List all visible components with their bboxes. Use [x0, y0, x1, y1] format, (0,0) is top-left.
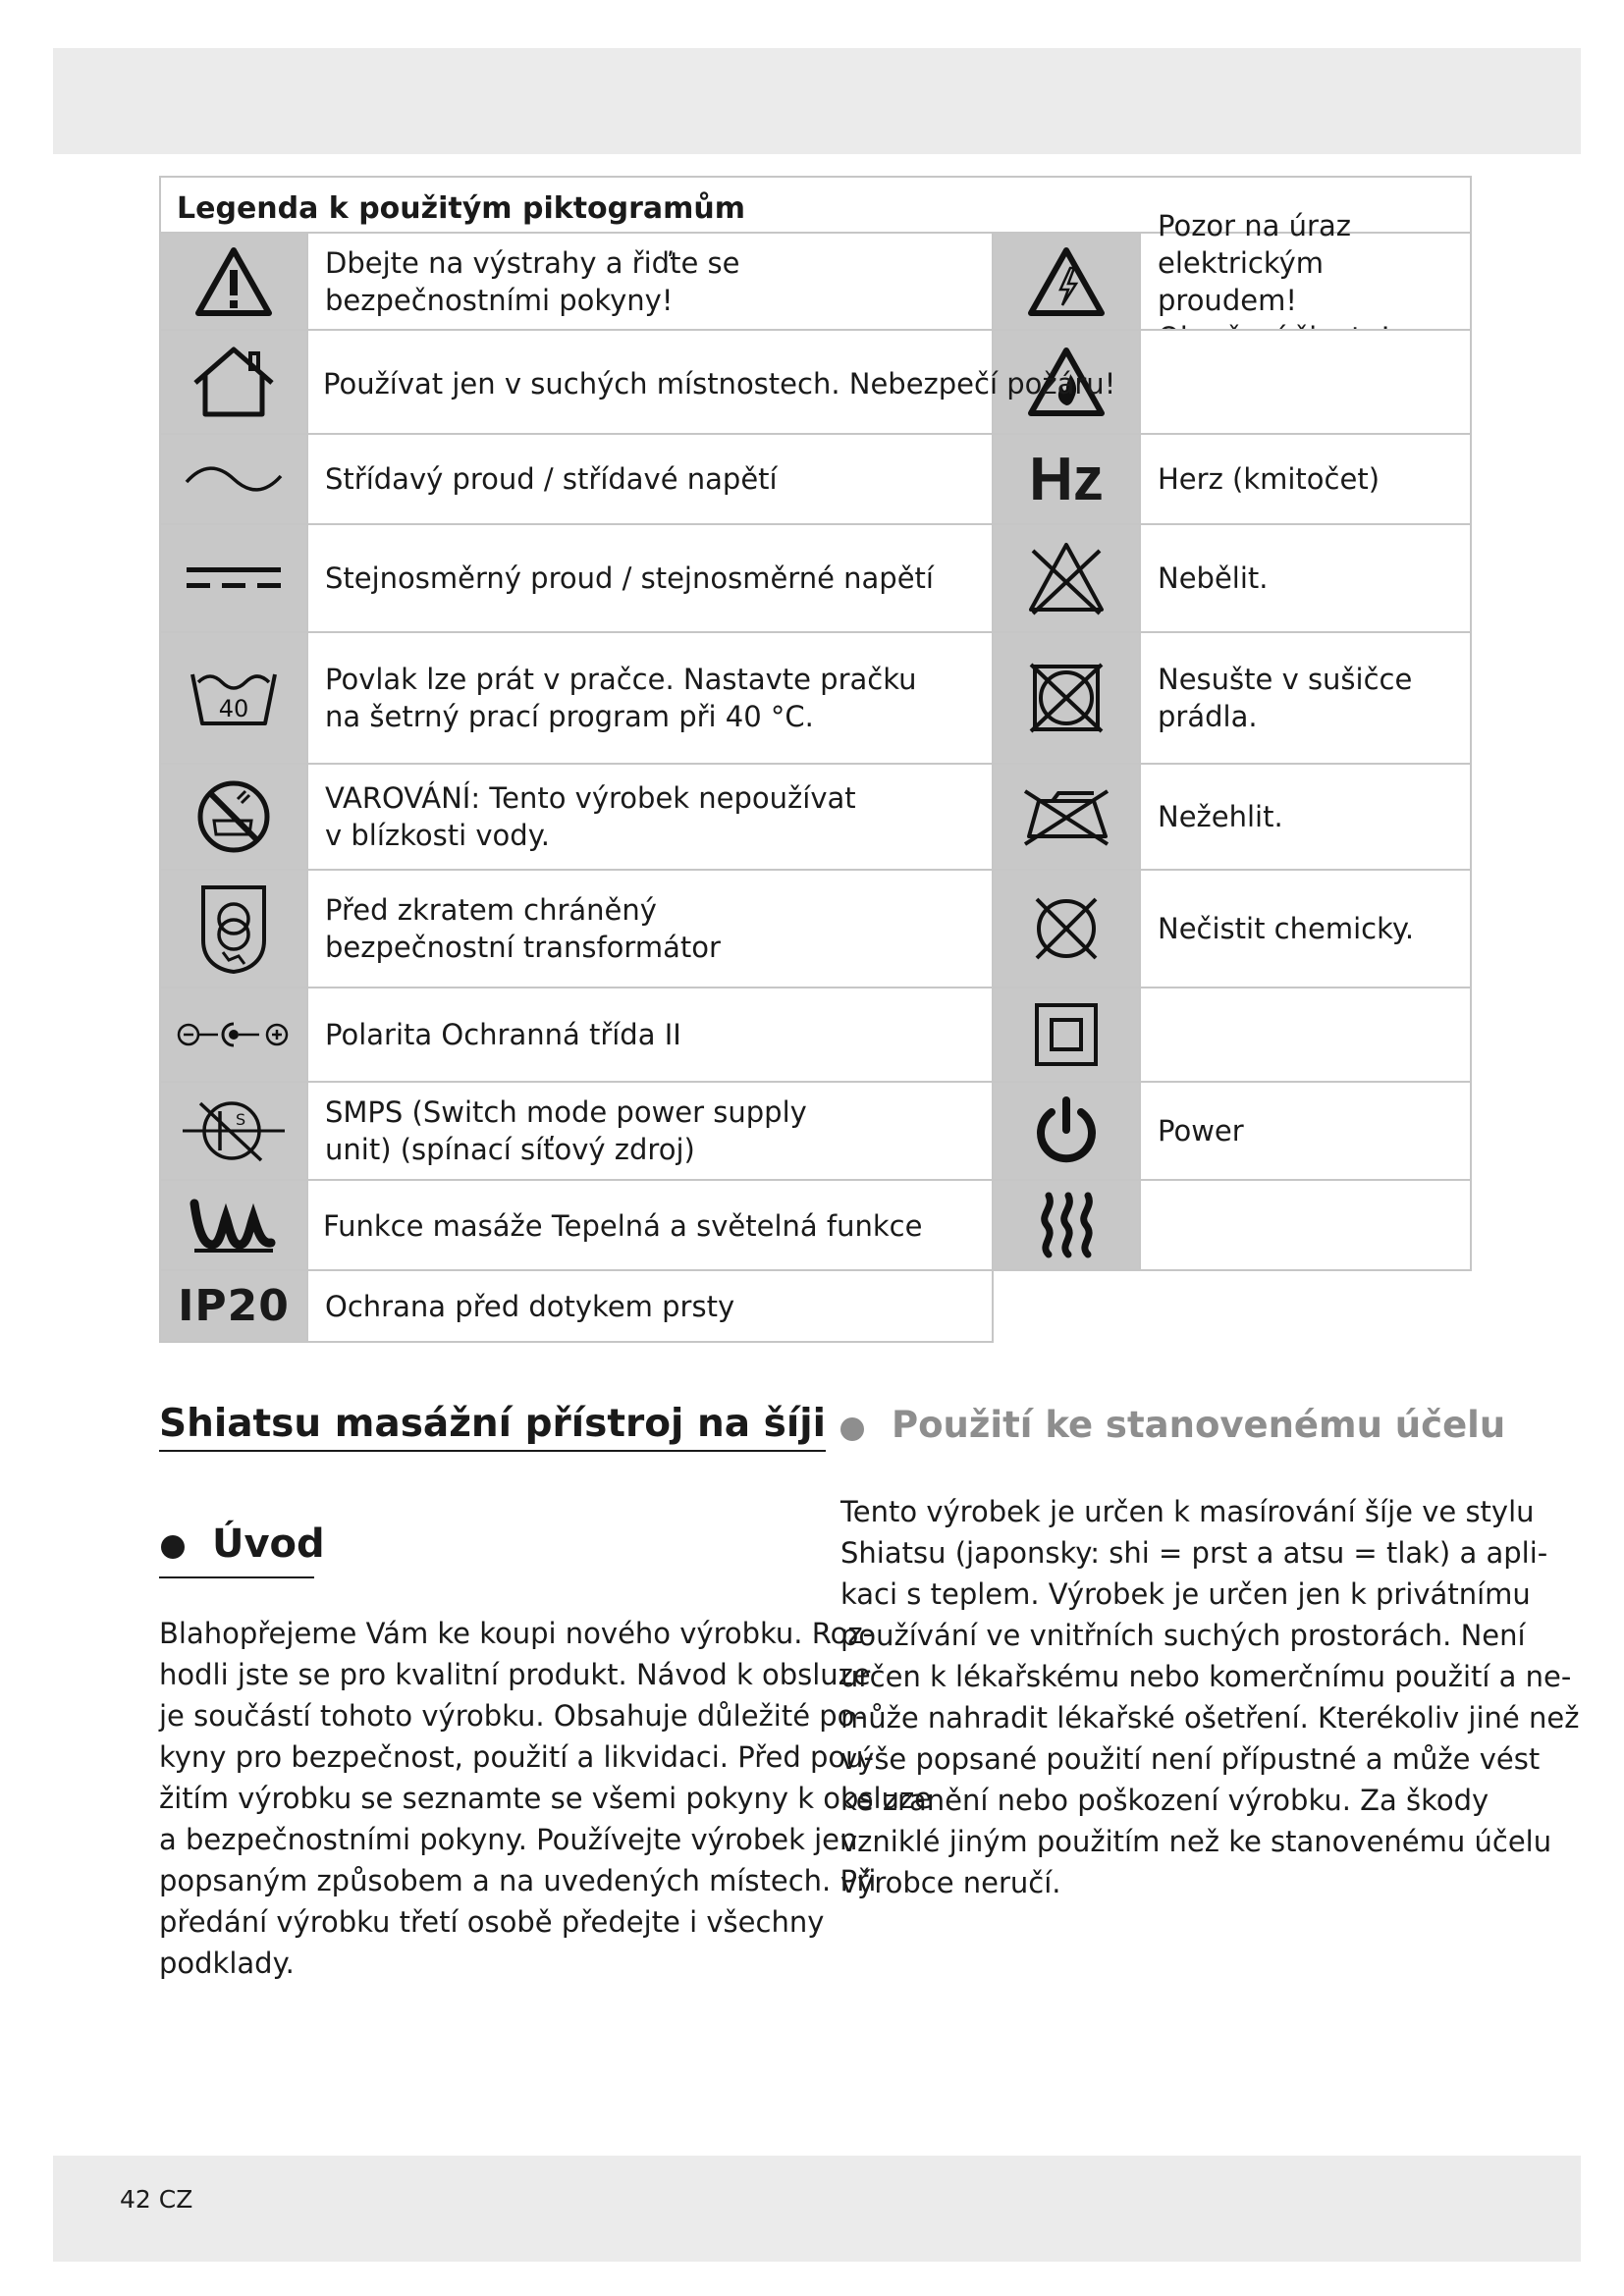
legend-text-cell [1139, 433, 1472, 525]
paragraph-line: a bezpečnostními pokyny. Používejte výrobek jen [159, 1823, 858, 1856]
legend-text: Střídavý proud / střídavé napětí [325, 462, 778, 496]
legend-text-cell [306, 631, 994, 765]
paragraph-line: popsaným způsobem a na uvedených místech. Při [159, 1864, 877, 1897]
intended-use-paragraph [840, 1491, 1579, 1903]
legend-text: Funkce masáže Tepelná a světelná funkce [323, 1209, 923, 1243]
legend-text: Před zkratem chráněný bezpečnostní transformátor [325, 893, 721, 964]
protection-class-ii-icon [992, 987, 1141, 1083]
electric-shock-warning-icon [992, 232, 1141, 331]
paragraph-line: používání ve vnitřních suchých prostorách. Není [840, 1619, 1526, 1652]
paragraph-line: Shiatsu (japonsky: shi = prst a atsu = tlak) a apli- [840, 1536, 1548, 1570]
paragraph-line: může nahradit lékařské ošetření. Kterékoliv jiné než [840, 1701, 1580, 1735]
legend-text: Nebělit. [1158, 561, 1269, 595]
massage-icon [159, 1179, 308, 1271]
paragraph-line: výrobce neručí. [840, 1866, 1061, 1899]
paragraph-line: ke zranění nebo poškození výrobku. Za škody [840, 1784, 1489, 1817]
legend-text-cell [306, 1081, 994, 1181]
legend-title: Legenda k použitým piktogramům [177, 191, 746, 226]
legend-text: Stejnosměrný proud / stejnosměrné napětí [325, 561, 934, 595]
house-icon [159, 329, 308, 435]
legend-text-cell [1139, 763, 1472, 871]
legend-text-cell [306, 869, 994, 988]
header-band [53, 48, 1581, 154]
legend-text-cell [1139, 523, 1472, 633]
paragraph-line: je součástí tohoto výrobku. Obsahuje důležité po- [159, 1699, 866, 1733]
legend-text: SMPS (Switch mode power supply unit) (spínací síťový zdroj) [325, 1095, 807, 1166]
legend-text-cell [1139, 208, 1472, 331]
paragraph-line: hodli jste se pro kvalitní produkt. Návod k obsluze [159, 1658, 871, 1691]
legend-text: VAROVÁNÍ: Tento výrobek nepoužívat v blízkosti vody. [325, 781, 856, 852]
paragraph-line: Blahopřejeme Vám ke koupi nového výrobku. Roz- [159, 1617, 874, 1650]
paragraph-line: podklady. [159, 1947, 295, 1980]
warning-triangle-icon [159, 232, 308, 331]
paragraph-line: žitím výrobku se seznamte se všemi pokyny k obsluze [159, 1782, 933, 1815]
paragraph-line: kaci s teplem. Výrobek je určen jen k privátnímu [840, 1577, 1531, 1611]
wash-40-icon [159, 631, 308, 765]
legend-text-cell [306, 433, 994, 525]
legend-text: Nesušte v sušičce prádla. [1158, 663, 1413, 733]
ip20-icon [159, 1269, 308, 1343]
legend-text-cell [1139, 631, 1472, 765]
hz-symbol: Hz [1029, 445, 1104, 513]
legend-text: Používat jen v suchých místnostech. Nebezpečí požáru! [323, 367, 1116, 400]
legend-text: Polarita Ochranná třída II [325, 1018, 681, 1051]
footer-band [53, 2156, 1581, 2262]
legend-text: Ochrana před dotykem prsty [325, 1289, 735, 1323]
intro-heading [159, 1522, 325, 1578]
legend-text-cell [1139, 869, 1472, 988]
legend-text: Pozor na úraz elektrickým proudem! [1158, 208, 1351, 317]
legend-text: Herz (kmitočet) [1158, 462, 1380, 496]
main-heading: Shiatsu masážní přístroj na šíji [159, 1402, 826, 1452]
paragraph-line: vzniklé jiným použitím než ke stanovenému účelu [840, 1825, 1552, 1858]
hz-icon [992, 433, 1141, 525]
paragraph-line: výše popsané použití není přípustné a může vést [840, 1742, 1541, 1776]
legend-text-cell [306, 232, 994, 331]
legend-text: Power [1158, 1114, 1244, 1148]
pictogram-legend-table [159, 176, 1475, 1343]
legend-text: Dbejte na výstrahy a řiďte se bezpečnostními pokyny! [325, 245, 740, 317]
legend-text-cell [306, 987, 994, 1083]
power-icon [992, 1081, 1141, 1181]
legend-text-cell [1139, 987, 1472, 1083]
smps-icon [159, 1081, 308, 1181]
legend-text: Nečistit chemicky. [1158, 912, 1415, 945]
paragraph-line: předání výrobku třetí osobě předejte i všechny [159, 1905, 825, 1939]
svg-text:S: S [236, 1110, 246, 1129]
paragraph-line: Tento výrobek je určen k masírování šíje ve stylu [840, 1495, 1535, 1528]
ip20-symbol: IP20 [178, 1281, 290, 1331]
intro-paragraph [159, 1613, 932, 1984]
direct-current-icon [159, 523, 308, 633]
bullet-icon [840, 1417, 864, 1441]
no-bleach-icon [992, 523, 1141, 633]
intro-heading-label: Úvod [212, 1522, 325, 1567]
legend-text-cell [306, 1269, 994, 1343]
wash-40-symbol: 40 [218, 695, 249, 722]
no-iron-icon [992, 763, 1141, 871]
legend-text-cell [306, 763, 994, 871]
intended-use-heading-label: Použití ke stanovenému účelu [892, 1404, 1506, 1446]
page-number: 42 CZ [120, 2185, 193, 2214]
paragraph-line: určen k lékařskému nebo komerčnímu použití a ne- [840, 1660, 1572, 1693]
no-tumble-dry-icon [992, 631, 1141, 765]
legend-text-cell [306, 523, 994, 633]
legend-text: Nežehlit. [1158, 800, 1283, 833]
paragraph-line: kyny pro bezpečnost, použití a likvidaci. Před pou- [159, 1740, 874, 1774]
polarity-icon [159, 987, 308, 1083]
alternating-current-icon [159, 433, 308, 525]
legend-text-cell [1139, 1081, 1472, 1181]
bullet-icon [161, 1535, 185, 1559]
no-dry-clean-icon [992, 869, 1141, 988]
safety-transformer-icon [159, 869, 308, 988]
no-water-icon [159, 763, 308, 871]
legend-text: Povlak lze prát v pračce. Nastavte pračku na šetrný prací program při 40 °C. [325, 663, 917, 733]
heat-icon [992, 1179, 1141, 1271]
